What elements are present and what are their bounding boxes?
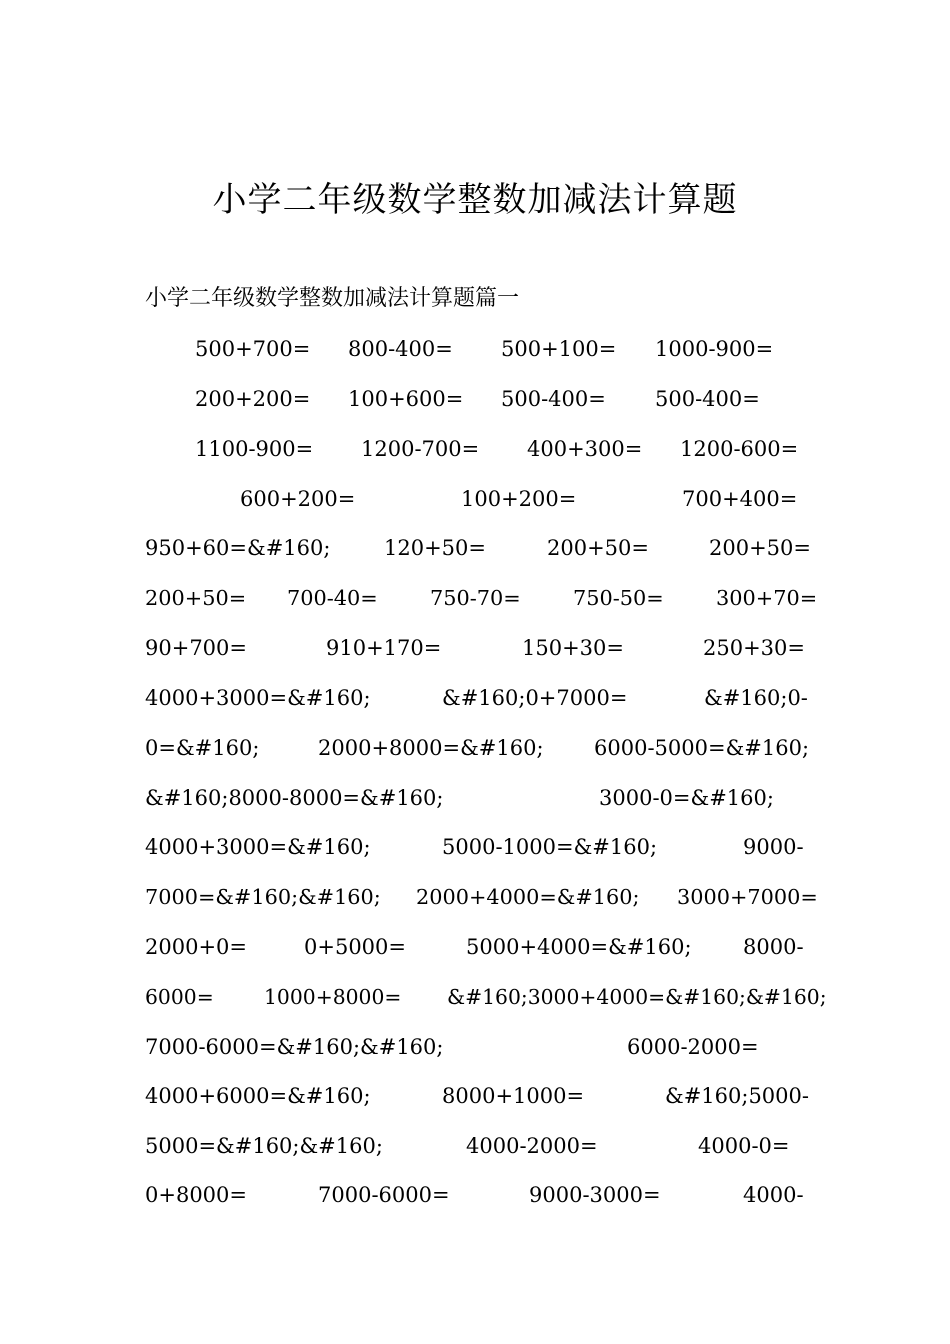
math-problem: 750-50=: [573, 586, 664, 610]
page-title: 小学二年级数学整数加减法计算题: [212, 180, 738, 220]
math-problem: 4000-: [743, 1183, 804, 1207]
math-problem: 100+600=: [348, 387, 464, 411]
problem-row: [0, 880, 950, 914]
math-problem: 2000+8000=&#160;: [318, 736, 544, 760]
math-problem: 90+700=: [145, 636, 247, 660]
math-problem: 0+8000=: [145, 1183, 247, 1207]
math-problem: 8000-: [743, 935, 804, 959]
math-problem: 5000=&#160;&#160;: [145, 1134, 383, 1158]
problem-row: [0, 1178, 950, 1212]
math-problem: 1000+8000=: [264, 985, 402, 1009]
math-problem: 500+100=: [501, 337, 617, 361]
math-problem: 200+50=: [709, 536, 811, 560]
problem-row: [0, 581, 950, 615]
math-problem: 3000+7000=: [677, 885, 818, 909]
math-problem: 600+200=: [240, 487, 356, 511]
problem-row: [0, 1030, 950, 1064]
section-heading: 小学二年级数学整数加减法计算题篇一: [145, 286, 520, 311]
math-problem: 4000-2000=: [466, 1134, 598, 1158]
problem-row: [0, 731, 950, 765]
math-problem: 200+50=: [145, 586, 247, 610]
math-problem: 500-400=: [501, 387, 606, 411]
problem-row: [0, 1129, 950, 1163]
math-problem: 950+60=&#160;: [145, 536, 331, 560]
math-problem: 500+700=: [195, 337, 311, 361]
math-problem: 120+50=: [384, 536, 486, 560]
math-problem: 6000=: [145, 985, 214, 1009]
math-problem: 800-400=: [348, 337, 453, 361]
math-problem: 0+5000=: [304, 935, 406, 959]
math-problem: 9000-: [743, 835, 804, 859]
problem-row: [0, 781, 950, 815]
math-problem: 2000+0=: [145, 935, 247, 959]
math-problem: 4000+3000=&#160;: [145, 686, 371, 710]
problem-row: [0, 930, 950, 964]
problem-row: [0, 681, 950, 715]
math-problem: 3000-0=&#160;: [599, 786, 774, 810]
math-problem: 100+200=: [461, 487, 577, 511]
math-problem: 7000-6000=&#160;&#160;: [145, 1035, 444, 1059]
math-problem: &#160;0+7000=: [442, 686, 628, 710]
math-problem: &#160;0-: [704, 686, 808, 710]
math-problem: 1100-900=: [195, 437, 314, 461]
math-problem: 910+170=: [326, 636, 442, 660]
math-problem: 1200-700=: [361, 437, 480, 461]
math-problem: 150+30=: [522, 636, 624, 660]
math-problem: &#160;5000-: [665, 1084, 809, 1108]
math-problem: 2000+4000=&#160;: [416, 885, 640, 909]
math-problem: 4000+6000=&#160;: [145, 1084, 371, 1108]
math-problem: 6000-2000=: [627, 1035, 759, 1059]
problem-row: [0, 631, 950, 665]
math-problem: &#160;8000-8000=&#160;: [145, 786, 444, 810]
math-problem: 400+300=: [527, 437, 643, 461]
math-problem: 4000+3000=&#160;: [145, 835, 371, 859]
math-problem: 500-400=: [655, 387, 760, 411]
problem-row: [0, 482, 950, 516]
math-problem: 1000-900=: [655, 337, 774, 361]
math-problem: 9000-3000=: [529, 1183, 661, 1207]
math-problem: 5000-1000=&#160;: [442, 835, 658, 859]
problem-row: [0, 531, 950, 565]
math-problem: 6000-5000=&#160;: [594, 736, 810, 760]
problem-row: [0, 980, 950, 1014]
math-problem: 200+200=: [195, 387, 311, 411]
math-problem: 5000+4000=&#160;: [466, 935, 692, 959]
math-problem: 300+70=: [716, 586, 818, 610]
math-problem: 4000-0=: [698, 1134, 790, 1158]
math-problem: 750-70=: [430, 586, 521, 610]
math-problem: 7000=&#160;&#160;: [145, 885, 381, 909]
math-problem: 7000-6000=: [318, 1183, 450, 1207]
math-problem: 250+30=: [703, 636, 805, 660]
problem-row: [0, 830, 950, 864]
problem-row: [0, 432, 950, 466]
problem-row: [0, 1079, 950, 1113]
math-problem: 8000+1000=: [442, 1084, 585, 1108]
problem-row: [0, 332, 950, 366]
math-problem: 200+50=: [547, 536, 649, 560]
problem-row: [0, 382, 950, 416]
math-problem: 0=&#160;: [145, 736, 260, 760]
math-problem: 700-40=: [287, 586, 378, 610]
math-problem: 700+400=: [682, 487, 798, 511]
math-problem: &#160;3000+4000=&#160;&#160;: [447, 985, 827, 1009]
math-problem: 1200-600=: [680, 437, 799, 461]
